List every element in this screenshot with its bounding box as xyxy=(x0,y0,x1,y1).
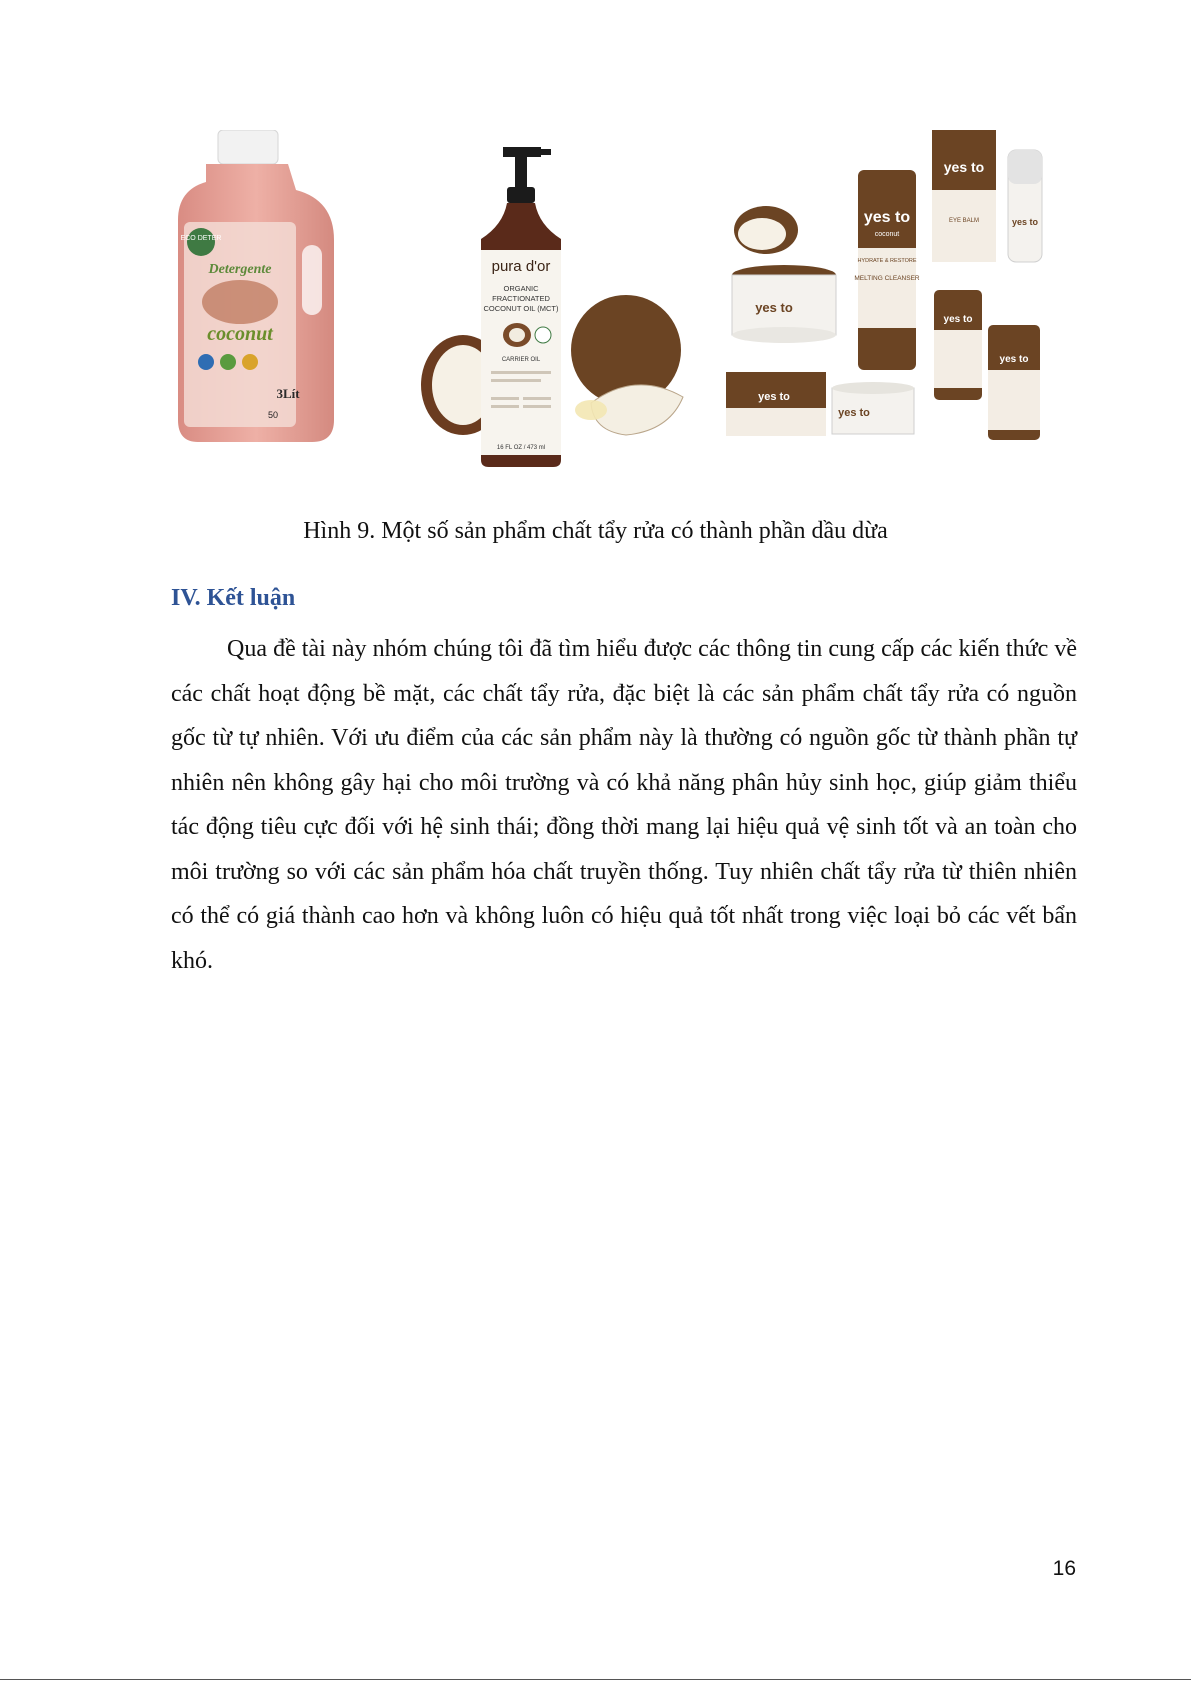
conclusion-paragraph: Qua đề tài này nhóm chúng tôi đã tìm hiểu được các thông tin cung cấp các kiến thức về các chất hoạt động bề mặt, các chất tẩy rửa, đặc biệt là các sản phẩm chất tẩy rửa có nguồn gốc từ tự nhiên. Với ưu điểm của các sản phẩm này là thường có nguồn gốc từ thành phần tự nhiên nên không gây hại cho môi trường và có khả năng phân hủy sinh học, giúp giảm thiểu tác động tiêu cực đối với hệ sinh thái; đồng thời mang lại hiệu quả vệ sinh tốt và an toàn cho môi trường so với các sản phẩm hóa chất truyền thống. Tuy nhiên chất tẩy rửa từ thiên nhiên có thể có giá thành cao hơn và không luôn có hiệu quả tốt nhất trong việc loại bỏ các vết bẩn khó. xyxy=(171,636,1077,974)
tube-sub-label: coconut xyxy=(874,231,900,238)
jug-volume-label: 3Lít xyxy=(276,386,300,401)
detergent-jug-image xyxy=(176,130,336,460)
jug-badge-label: 50 xyxy=(268,410,279,420)
tube-brand-label: yes to xyxy=(863,209,911,226)
oil-line1-label: ORGANIC xyxy=(503,284,539,293)
flat-box-brand-label: yes to xyxy=(758,391,790,403)
oil-brand-label: pura d'or xyxy=(491,258,551,275)
oil-line4-label: CARRIER OIL xyxy=(501,357,541,363)
coconut-oil-bottle-image xyxy=(421,135,691,470)
jug-title-label: Detergente xyxy=(208,262,272,277)
jug-subtitle-label: coconut xyxy=(207,323,273,345)
page-number: 16 xyxy=(1052,1557,1076,1580)
tube-product-label: MELTING CLEANSER xyxy=(854,275,920,282)
box-product-label: EYE BALM xyxy=(948,218,980,224)
jug-brand-label: ECO DETER xyxy=(180,235,222,242)
figure-caption: Hình 9. Một số sản phẩm chất tẩy rửa có thành phần dầu dừa xyxy=(303,518,888,544)
section-heading: IV. Kết luận xyxy=(171,585,296,611)
oil-volume-label: 16 FL OZ / 473 ml xyxy=(496,445,546,451)
footer-divider xyxy=(0,1679,1191,1680)
box-brand-label: yes to xyxy=(943,159,985,175)
bottle-brand-label: yes to xyxy=(1011,217,1039,227)
oil-line2-label: FRACTIONATED xyxy=(492,294,550,303)
tube-tag-label: HYDRATE & RESTORE xyxy=(857,258,917,264)
jar-brand-label: yes to xyxy=(755,300,793,315)
skincare-set-image xyxy=(726,130,1076,475)
small-jar-brand-label: yes to xyxy=(838,407,870,419)
small-tube-brand-label: yes to xyxy=(943,314,973,325)
product-figure xyxy=(176,130,1076,475)
oil-line3-label: COCONUT OIL (MCT) xyxy=(483,304,559,313)
small-tube2-brand-label: yes to xyxy=(999,354,1029,365)
